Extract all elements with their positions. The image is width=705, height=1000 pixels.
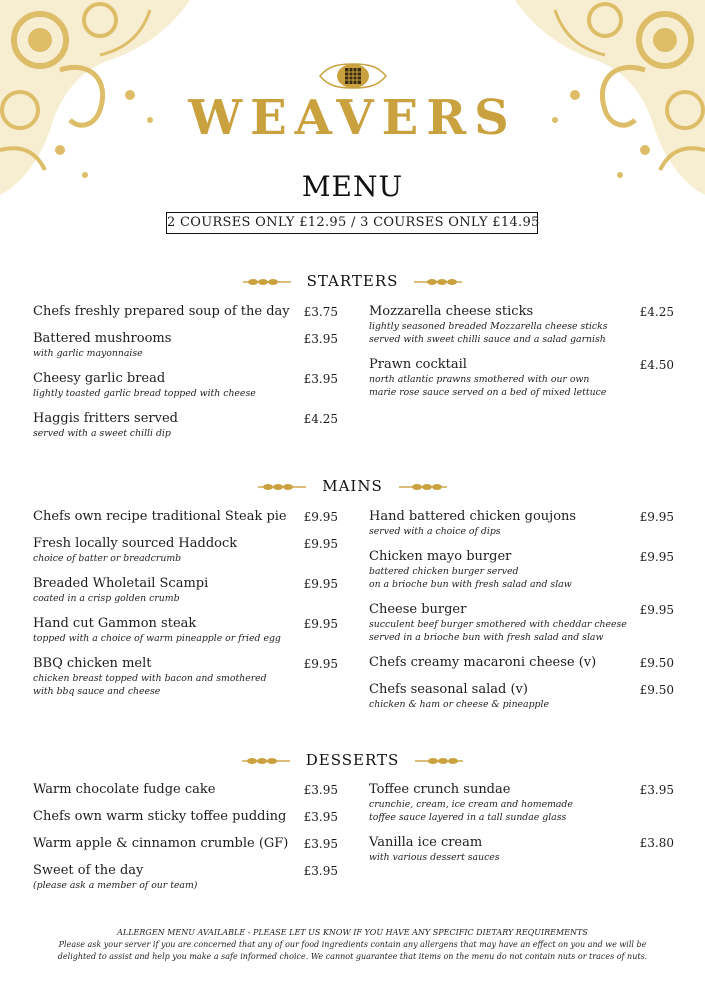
menu-item-name: Chefs creamy macaroni cheese (v) [369,655,597,670]
menu-item-description: with garlic mayonnaise [33,348,143,359]
menu-item-price: £9.95 [639,550,674,564]
menu-item [369,549,674,591]
menu-item-name: Chefs seasonal salad (v) [369,682,528,697]
menu-item [33,809,338,825]
menu-item-description: served with sweet chilli sauce and a salad garnish [369,334,606,345]
menu-item-name: Chefs own warm sticky toffee pudding [33,809,287,824]
window-emblem-icon [318,58,388,94]
menu-item-description: served in a brioche bun with fresh salad and slaw [369,632,604,643]
wheat-ornament-icon [399,482,447,492]
menu-item-price: £3.80 [639,836,674,850]
menu-item-description: (please ask a member of our team) [33,880,198,891]
menu-item [369,835,674,864]
menu-item-price: £4.50 [639,358,674,372]
allergen-notice [30,927,675,963]
section-heading-starters [0,272,705,290]
menu-item [369,782,674,824]
menu-item-description: coated in a crisp golden crumb [33,593,180,604]
menu-item-description: marie rose sauce served on a bed of mixed lettuce [369,387,607,398]
wheat-ornament-icon [415,756,463,766]
section-title: STARTERS [306,272,399,290]
menu-item [33,656,338,698]
menu-item-name: Vanilla ice cream [369,835,483,850]
menu-item [369,357,674,399]
menu-item-name: Chefs own recipe traditional Steak pie [33,509,287,524]
menu-item-name: Hand battered chicken goujons [369,509,577,524]
menu-item [33,331,338,360]
brand-name: WEAVERS [188,90,517,146]
menu-item-description: north atlantic prawns smothered with our own [369,374,590,385]
menu-item-name: Chefs freshly prepared soup of the day [33,304,290,319]
menu-item-name: Warm apple & cinnamon crumble (GF) [33,836,289,851]
menu-item-price: £3.95 [303,810,338,824]
menu-item-name: Fresh locally sourced Haddock [33,536,238,551]
menu-item [33,509,338,525]
wheat-ornament-icon [242,756,290,766]
page-title: MENU [301,170,404,203]
menu-item-description: chicken breast topped with bacon and smothered [33,673,267,684]
desserts-right-column [369,782,674,875]
menu-item-price: £9.50 [639,683,674,697]
brand-logo [0,58,705,146]
menu-item-name: Breaded Wholetail Scampi [33,576,209,591]
section-title: MAINS [322,477,383,495]
menu-item-description: topped with a choice of warm pineapple or fried egg [33,633,281,644]
menu-item-price: £3.95 [303,783,338,797]
menu-item-price: £4.25 [639,305,674,319]
menu-item [33,536,338,565]
section-title: DESSERTS [305,751,400,769]
menu-item-price: £9.95 [303,537,338,551]
menu-item-name: BBQ chicken melt [33,656,152,671]
menu-item-description: with bbq sauce and cheese [33,686,161,697]
desserts-left-column [33,782,338,903]
menu-item-price: £3.95 [639,783,674,797]
menu-item-name: Prawn cocktail [369,357,467,372]
menu-item-description: crunchie, cream, ice cream and homemade [369,799,573,810]
menu-item [369,602,674,644]
menu-item [369,655,674,671]
menu-item-description: toffee sauce layered in a tall sundae glass [369,812,567,823]
menu-item-price: £9.95 [639,603,674,617]
wheat-ornament-icon [414,277,462,287]
menu-item-description: succulent beef burger smothered with cheddar cheese [369,619,627,630]
menu-item-price: £9.95 [303,510,338,524]
menu-item-name: Sweet of the day [33,863,144,878]
wheat-ornament-icon [258,482,306,492]
menu-item-description: choice of batter or breadcrumb [33,553,182,564]
menu-item [33,371,338,400]
menu-item-description: served with a choice of dips [369,526,501,537]
menu-item-description: on a brioche bun with fresh salad and slaw [369,579,572,590]
menu-item-description: lightly toasted garlic bread topped with cheese [33,388,256,399]
menu-item [369,682,674,711]
menu-item [33,576,338,605]
menu-item-description: served with a sweet chilli dip [33,428,171,439]
menu-item-description: battered chicken burger served [369,566,519,577]
menu-item-description: chicken & ham or cheese & pineapple [369,699,549,710]
menu-item [33,616,338,645]
course-offer-banner: 2 COURSES ONLY £12.95 / 3 COURSES ONLY £14.95 [166,212,538,234]
mains-left-column [33,509,338,709]
menu-item-name: Toffee crunch sundae [369,782,511,797]
mains-right-column [369,509,674,722]
menu-item [369,304,674,346]
menu-item-name: Cheese burger [369,602,467,617]
starters-left-column [33,304,338,451]
wheat-ornament-icon [243,277,291,287]
menu-item-price: £3.75 [303,305,338,319]
menu-item [33,836,338,852]
menu-item-name: Chicken mayo burger [369,549,512,564]
section-heading-mains [0,477,705,495]
allergen-text-line: Please ask your server if you are concerned that any of our food ingredients contain any allergens that may have an effect on you and we will be [58,940,647,949]
section-heading-desserts [0,751,705,769]
menu-item-name: Hand cut Gammon steak [33,616,197,631]
menu-item-description: with various dessert sauces [369,852,500,863]
menu-item-price: £9.95 [303,617,338,631]
menu-item [33,863,338,892]
menu-item-price: £3.95 [303,372,338,386]
allergen-text-line: delighted to assist and help you make a safe informed choice. We cannot guarantee that items on the menu do not contain nuts or traces of nuts. [57,952,648,961]
menu-item-price: £4.25 [303,412,338,426]
menu-item-price: £9.95 [303,657,338,671]
menu-item-description: lightly seasoned breaded Mozzarella cheese sticks [369,321,608,332]
menu-item-price: £3.95 [303,864,338,878]
menu-item-price: £9.95 [639,510,674,524]
menu-item [33,304,338,320]
menu-item-name: Cheesy garlic bread [33,371,166,386]
menu-item-price: £9.95 [303,577,338,591]
menu-item-name: Warm chocolate fudge cake [33,782,216,797]
menu-item-name: Haggis fritters served [33,411,178,426]
menu-item [33,411,338,440]
menu-item [369,509,674,538]
menu-item-price: £9.50 [639,656,674,670]
menu-item-name: Mozzarella cheese sticks [369,304,534,319]
menu-item [33,782,338,798]
menu-item-name: Battered mushrooms [33,331,172,346]
menu-item-price: £3.95 [303,837,338,851]
menu-item-price: £3.95 [303,332,338,346]
starters-right-column [369,304,674,410]
allergen-headline: ALLERGEN MENU AVAILABLE - PLEASE LET US KNOW IF YOU HAVE ANY SPECIFIC DIETARY REQUIREMENTS [117,928,588,937]
